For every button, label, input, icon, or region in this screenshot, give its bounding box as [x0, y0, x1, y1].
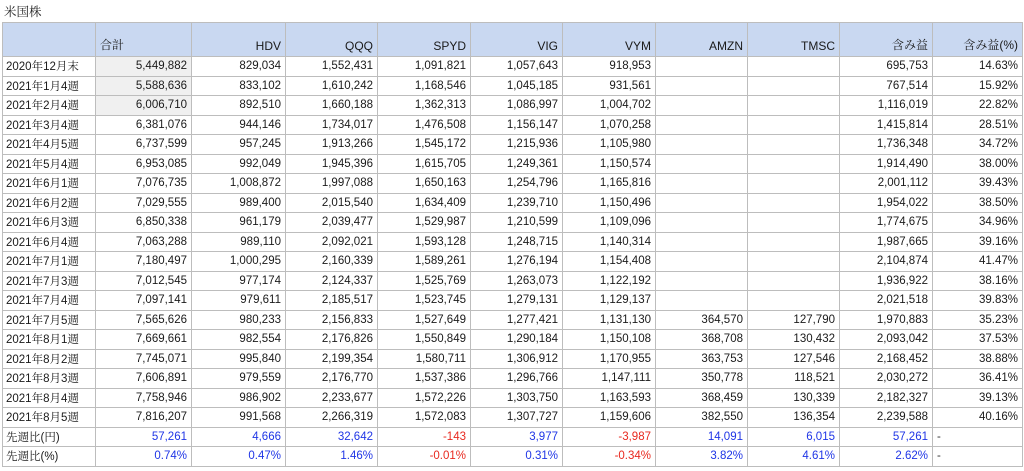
portfolio-table: [2, 22, 1023, 467]
data-cell[interactable]: 1,249,361: [471, 154, 563, 174]
data-cell[interactable]: 36.41%: [933, 369, 1023, 389]
data-cell[interactable]: [656, 291, 748, 311]
data-cell[interactable]: 918,953: [563, 57, 656, 77]
data-cell[interactable]: 5,449,882: [96, 57, 192, 77]
data-cell[interactable]: 1,008,872: [192, 174, 286, 194]
diff-cell[interactable]: 4,666: [192, 427, 286, 447]
data-cell[interactable]: 1,105,980: [563, 135, 656, 155]
data-cell[interactable]: [656, 271, 748, 291]
data-cell[interactable]: 2,039,477: [286, 213, 378, 233]
data-cell[interactable]: 979,611: [192, 291, 286, 311]
table-row: [3, 330, 1023, 350]
row-label-cell[interactable]: 2021年8月4週: [3, 388, 96, 408]
data-cell[interactable]: [656, 115, 748, 135]
data-cell[interactable]: 1,307,727: [471, 408, 563, 428]
data-cell[interactable]: 39.43%: [933, 174, 1023, 194]
row-label-cell[interactable]: 2021年7月1週: [3, 252, 96, 272]
data-cell[interactable]: 1,122,192: [563, 271, 656, 291]
data-cell[interactable]: 1,170,955: [563, 349, 656, 369]
data-cell[interactable]: 1,159,606: [563, 408, 656, 428]
data-cell[interactable]: 1,476,508: [378, 115, 471, 135]
row-label-cell[interactable]: 2021年8月5週: [3, 408, 96, 428]
data-cell[interactable]: 1,523,745: [378, 291, 471, 311]
table-row: [3, 271, 1023, 291]
data-cell[interactable]: 1,529,987: [378, 213, 471, 233]
data-cell[interactable]: 1,303,750: [471, 388, 563, 408]
data-cell[interactable]: 2,239,588: [840, 408, 933, 428]
data-cell[interactable]: 961,179: [192, 213, 286, 233]
diff-cell[interactable]: -143: [378, 427, 471, 447]
data-cell[interactable]: 1,057,643: [471, 57, 563, 77]
data-cell[interactable]: 368,708: [656, 330, 748, 350]
data-cell[interactable]: 2,021,518: [840, 291, 933, 311]
data-cell[interactable]: [748, 76, 840, 96]
table-row: [3, 291, 1023, 311]
data-cell[interactable]: 2,176,826: [286, 330, 378, 350]
data-cell[interactable]: 7,180,497: [96, 252, 192, 272]
data-cell[interactable]: 1,263,073: [471, 271, 563, 291]
row-label-cell[interactable]: 2021年6月4週: [3, 232, 96, 252]
data-cell[interactable]: [748, 193, 840, 213]
data-cell[interactable]: 14.63%: [933, 57, 1023, 77]
data-cell[interactable]: 38.00%: [933, 154, 1023, 174]
data-cell[interactable]: 7,063,288: [96, 232, 192, 252]
data-cell[interactable]: 767,514: [840, 76, 933, 96]
row-label-cell[interactable]: 2021年4月5週: [3, 135, 96, 155]
data-cell[interactable]: 38.88%: [933, 349, 1023, 369]
diff-cell[interactable]: -0.34%: [563, 447, 656, 467]
data-cell[interactable]: 1,147,111: [563, 369, 656, 389]
data-cell[interactable]: 1,650,163: [378, 174, 471, 194]
data-cell[interactable]: [656, 135, 748, 155]
data-cell[interactable]: [656, 213, 748, 233]
row-label-cell[interactable]: 2021年7月5週: [3, 310, 96, 330]
data-cell[interactable]: 944,146: [192, 115, 286, 135]
data-cell[interactable]: 2,160,339: [286, 252, 378, 272]
data-cell[interactable]: 34.72%: [933, 135, 1023, 155]
header-cell-unrealized-gain[interactable]: 含み益: [840, 23, 933, 57]
data-cell[interactable]: 995,840: [192, 349, 286, 369]
data-cell[interactable]: 1,279,131: [471, 291, 563, 311]
data-cell[interactable]: 1,970,883: [840, 310, 933, 330]
data-cell[interactable]: 1,913,266: [286, 135, 378, 155]
data-cell[interactable]: 7,669,661: [96, 330, 192, 350]
header-cell-unrealized-gain-pct[interactable]: 含み益(%): [933, 23, 1023, 57]
data-cell[interactable]: 1,296,766: [471, 369, 563, 389]
data-cell[interactable]: 992,049: [192, 154, 286, 174]
table-row: [3, 96, 1023, 116]
header-cell-vig[interactable]: VIG: [471, 23, 563, 57]
data-cell[interactable]: 7,012,545: [96, 271, 192, 291]
data-cell[interactable]: 7,758,946: [96, 388, 192, 408]
data-cell[interactable]: 1,936,922: [840, 271, 933, 291]
data-cell[interactable]: 7,565,626: [96, 310, 192, 330]
data-cell[interactable]: 1,129,137: [563, 291, 656, 311]
data-cell[interactable]: 1,552,431: [286, 57, 378, 77]
data-cell[interactable]: 127,546: [748, 349, 840, 369]
data-cell[interactable]: 41.47%: [933, 252, 1023, 272]
table-row: [3, 310, 1023, 330]
row-label-cell[interactable]: 2021年6月3週: [3, 213, 96, 233]
data-cell[interactable]: 1,415,814: [840, 115, 933, 135]
data-cell[interactable]: 38.16%: [933, 271, 1023, 291]
header-cell-total[interactable]: 合計: [96, 23, 192, 57]
header-cell-vym[interactable]: VYM: [563, 23, 656, 57]
data-cell[interactable]: 1,156,147: [471, 115, 563, 135]
data-cell[interactable]: 1,914,490: [840, 154, 933, 174]
data-cell[interactable]: 7,816,207: [96, 408, 192, 428]
data-cell[interactable]: 127,790: [748, 310, 840, 330]
data-cell[interactable]: 2,092,021: [286, 232, 378, 252]
diff-cell[interactable]: 1.46%: [286, 447, 378, 467]
data-cell[interactable]: 979,559: [192, 369, 286, 389]
diff-cell[interactable]: -: [933, 427, 1023, 447]
data-cell[interactable]: 1,545,172: [378, 135, 471, 155]
data-cell[interactable]: 1,109,096: [563, 213, 656, 233]
row-label-cell[interactable]: 先週比(円): [3, 427, 96, 447]
table-row: [3, 135, 1023, 155]
data-cell[interactable]: 22.82%: [933, 96, 1023, 116]
diff-cell[interactable]: 32,642: [286, 427, 378, 447]
data-cell[interactable]: 1,589,261: [378, 252, 471, 272]
data-cell[interactable]: 1,734,017: [286, 115, 378, 135]
data-cell[interactable]: 982,554: [192, 330, 286, 350]
table-body: [3, 57, 1023, 428]
header-cell-qqq[interactable]: QQQ: [286, 23, 378, 57]
diff-pct-row: [3, 447, 1023, 467]
data-cell[interactable]: 7,745,071: [96, 349, 192, 369]
data-cell[interactable]: 2,124,337: [286, 271, 378, 291]
data-cell[interactable]: [656, 76, 748, 96]
data-cell[interactable]: 35.23%: [933, 310, 1023, 330]
diff-cell[interactable]: -3,987: [563, 427, 656, 447]
data-cell[interactable]: [656, 252, 748, 272]
data-cell[interactable]: 1,116,019: [840, 96, 933, 116]
row-label-cell[interactable]: 2021年8月3週: [3, 369, 96, 389]
table-row: [3, 57, 1023, 77]
diff-cell[interactable]: -: [933, 447, 1023, 467]
data-cell[interactable]: 350,778: [656, 369, 748, 389]
data-cell[interactable]: 6,737,599: [96, 135, 192, 155]
header-cell-amzn[interactable]: AMZN: [656, 23, 748, 57]
diff-cell[interactable]: 57,261: [96, 427, 192, 447]
data-cell[interactable]: 2,156,833: [286, 310, 378, 330]
data-cell[interactable]: 6,850,338: [96, 213, 192, 233]
data-cell[interactable]: 829,034: [192, 57, 286, 77]
data-cell[interactable]: 931,561: [563, 76, 656, 96]
data-cell[interactable]: 368,459: [656, 388, 748, 408]
data-cell[interactable]: 1,150,574: [563, 154, 656, 174]
data-cell[interactable]: 1,165,816: [563, 174, 656, 194]
data-cell[interactable]: 1,150,496: [563, 193, 656, 213]
row-label-cell[interactable]: 2021年2月4週: [3, 96, 96, 116]
row-label-cell[interactable]: 2021年1月4週: [3, 76, 96, 96]
data-cell[interactable]: [748, 115, 840, 135]
data-cell[interactable]: [656, 232, 748, 252]
table-row: [3, 115, 1023, 135]
table-footer: [3, 427, 1023, 466]
data-cell[interactable]: 2,001,112: [840, 174, 933, 194]
diff-cell[interactable]: 14,091: [656, 427, 748, 447]
data-cell[interactable]: 986,902: [192, 388, 286, 408]
data-cell[interactable]: [748, 252, 840, 272]
data-cell[interactable]: 2,093,042: [840, 330, 933, 350]
data-cell[interactable]: 40.16%: [933, 408, 1023, 428]
data-cell[interactable]: [656, 96, 748, 116]
row-label-cell[interactable]: 2021年8月2週: [3, 349, 96, 369]
data-cell[interactable]: 989,400: [192, 193, 286, 213]
data-cell[interactable]: 6,006,710: [96, 96, 192, 116]
data-cell[interactable]: 1,086,997: [471, 96, 563, 116]
table-row: [3, 154, 1023, 174]
data-cell[interactable]: 1,210,599: [471, 213, 563, 233]
row-label-cell[interactable]: 先週比(%): [3, 447, 96, 467]
data-cell[interactable]: 977,174: [192, 271, 286, 291]
table-row: [3, 76, 1023, 96]
row-label-cell[interactable]: 2021年3月4週: [3, 115, 96, 135]
table-row: [3, 174, 1023, 194]
data-cell[interactable]: 6,953,085: [96, 154, 192, 174]
data-cell[interactable]: 363,753: [656, 349, 748, 369]
data-cell[interactable]: 1,140,314: [563, 232, 656, 252]
data-cell[interactable]: 1,987,665: [840, 232, 933, 252]
table-row: [3, 252, 1023, 272]
data-cell[interactable]: 382,550: [656, 408, 748, 428]
row-label-cell[interactable]: 2020年12月末: [3, 57, 96, 77]
data-cell[interactable]: 1,239,710: [471, 193, 563, 213]
data-cell[interactable]: 1,248,715: [471, 232, 563, 252]
table-row: [3, 388, 1023, 408]
data-cell[interactable]: [656, 57, 748, 77]
data-cell[interactable]: 1,634,409: [378, 193, 471, 213]
data-cell[interactable]: 2,168,452: [840, 349, 933, 369]
data-cell[interactable]: 833,102: [192, 76, 286, 96]
data-cell[interactable]: 1,572,083: [378, 408, 471, 428]
diff-cell[interactable]: 57,261: [840, 427, 933, 447]
diff-cell[interactable]: 3.82%: [656, 447, 748, 467]
data-cell[interactable]: 38.50%: [933, 193, 1023, 213]
row-label-cell[interactable]: 2021年5月4週: [3, 154, 96, 174]
data-cell[interactable]: 39.16%: [933, 232, 1023, 252]
data-cell[interactable]: 1,045,185: [471, 76, 563, 96]
data-cell[interactable]: 2,199,354: [286, 349, 378, 369]
row-label-cell[interactable]: 2021年8月1週: [3, 330, 96, 350]
data-cell[interactable]: [656, 174, 748, 194]
data-cell[interactable]: 7,097,141: [96, 291, 192, 311]
data-cell[interactable]: 1,362,313: [378, 96, 471, 116]
data-cell[interactable]: 1,091,821: [378, 57, 471, 77]
data-cell[interactable]: 991,568: [192, 408, 286, 428]
data-cell[interactable]: 695,753: [840, 57, 933, 77]
table-row: [3, 408, 1023, 428]
data-cell[interactable]: 28.51%: [933, 115, 1023, 135]
data-cell[interactable]: [656, 154, 748, 174]
data-cell[interactable]: [748, 213, 840, 233]
data-cell[interactable]: 1,525,769: [378, 271, 471, 291]
diff-cell[interactable]: 6,015: [748, 427, 840, 447]
diff-cell[interactable]: 0.74%: [96, 447, 192, 467]
data-cell[interactable]: [748, 232, 840, 252]
data-cell[interactable]: 130,339: [748, 388, 840, 408]
data-cell[interactable]: 6,381,076: [96, 115, 192, 135]
diff-yen-row: [3, 427, 1023, 447]
data-cell[interactable]: 15.92%: [933, 76, 1023, 96]
table-row: [3, 349, 1023, 369]
data-cell[interactable]: 1,306,912: [471, 349, 563, 369]
data-cell[interactable]: [748, 96, 840, 116]
data-cell[interactable]: 136,354: [748, 408, 840, 428]
data-cell[interactable]: 989,110: [192, 232, 286, 252]
data-cell[interactable]: 1,131,130: [563, 310, 656, 330]
row-label-cell[interactable]: 2021年7月4週: [3, 291, 96, 311]
row-label-cell[interactable]: 2021年6月2週: [3, 193, 96, 213]
data-cell[interactable]: 1,150,108: [563, 330, 656, 350]
data-cell[interactable]: 1,615,705: [378, 154, 471, 174]
data-cell[interactable]: 1,537,386: [378, 369, 471, 389]
data-cell[interactable]: 1,593,128: [378, 232, 471, 252]
data-cell[interactable]: 892,510: [192, 96, 286, 116]
data-cell[interactable]: 7,606,891: [96, 369, 192, 389]
data-cell[interactable]: 957,245: [192, 135, 286, 155]
data-cell[interactable]: 1,527,649: [378, 310, 471, 330]
data-cell[interactable]: 1,572,226: [378, 388, 471, 408]
data-cell[interactable]: 2,182,327: [840, 388, 933, 408]
table-row: [3, 213, 1023, 233]
data-cell[interactable]: 1,168,546: [378, 76, 471, 96]
data-cell[interactable]: 1,580,711: [378, 349, 471, 369]
data-cell[interactable]: 364,570: [656, 310, 748, 330]
data-cell[interactable]: 1,254,796: [471, 174, 563, 194]
data-cell[interactable]: [748, 174, 840, 194]
data-cell[interactable]: 980,233: [192, 310, 286, 330]
data-cell[interactable]: 34.96%: [933, 213, 1023, 233]
data-cell[interactable]: 1,070,258: [563, 115, 656, 135]
data-cell[interactable]: 1,660,188: [286, 96, 378, 116]
data-cell[interactable]: [748, 271, 840, 291]
data-cell[interactable]: 7,076,735: [96, 174, 192, 194]
data-cell[interactable]: [748, 135, 840, 155]
data-cell[interactable]: 39.83%: [933, 291, 1023, 311]
header-cell-spyd[interactable]: SPYD: [378, 23, 471, 57]
data-cell[interactable]: 39.13%: [933, 388, 1023, 408]
diff-cell[interactable]: 4.61%: [748, 447, 840, 467]
diff-cell[interactable]: -0.01%: [378, 447, 471, 467]
data-cell[interactable]: 130,432: [748, 330, 840, 350]
row-label-cell[interactable]: 2021年7月3週: [3, 271, 96, 291]
data-cell[interactable]: 2,030,272: [840, 369, 933, 389]
data-cell[interactable]: 37.53%: [933, 330, 1023, 350]
table-row: [3, 193, 1023, 213]
diff-cell[interactable]: 3,977: [471, 427, 563, 447]
data-cell[interactable]: 1,163,593: [563, 388, 656, 408]
data-cell[interactable]: 1,000,295: [192, 252, 286, 272]
data-cell[interactable]: 1,954,022: [840, 193, 933, 213]
diff-cell[interactable]: 0.31%: [471, 447, 563, 467]
row-label-cell[interactable]: 2021年6月1週: [3, 174, 96, 194]
data-cell[interactable]: 1,004,702: [563, 96, 656, 116]
data-cell[interactable]: 1,215,936: [471, 135, 563, 155]
data-cell[interactable]: 2,266,319: [286, 408, 378, 428]
data-cell[interactable]: 1,945,396: [286, 154, 378, 174]
data-cell[interactable]: 1,774,675: [840, 213, 933, 233]
data-cell[interactable]: 2,176,770: [286, 369, 378, 389]
data-cell[interactable]: 1,154,408: [563, 252, 656, 272]
data-cell[interactable]: 1,276,194: [471, 252, 563, 272]
data-cell[interactable]: [656, 193, 748, 213]
sheet-title: 米国株: [4, 5, 42, 19]
table-row: [3, 232, 1023, 252]
diff-cell[interactable]: 2.62%: [840, 447, 933, 467]
data-cell[interactable]: 118,521: [748, 369, 840, 389]
data-cell[interactable]: 2,233,677: [286, 388, 378, 408]
data-cell[interactable]: [748, 57, 840, 77]
data-cell[interactable]: 2,015,540: [286, 193, 378, 213]
header-cell-tmsc[interactable]: TMSC: [748, 23, 840, 57]
header-cell-corner[interactable]: [3, 23, 96, 57]
data-cell[interactable]: 1,736,348: [840, 135, 933, 155]
data-cell[interactable]: 5,588,636: [96, 76, 192, 96]
data-cell[interactable]: 1,290,184: [471, 330, 563, 350]
data-cell[interactable]: 2,185,517: [286, 291, 378, 311]
data-cell[interactable]: 1,277,421: [471, 310, 563, 330]
data-cell[interactable]: 2,104,874: [840, 252, 933, 272]
data-cell[interactable]: 1,610,242: [286, 76, 378, 96]
header-row: [3, 23, 1023, 57]
data-cell[interactable]: [748, 154, 840, 174]
header-cell-hdv[interactable]: HDV: [192, 23, 286, 57]
table-row: [3, 369, 1023, 389]
data-cell[interactable]: 1,550,849: [378, 330, 471, 350]
data-cell[interactable]: [748, 291, 840, 311]
data-cell[interactable]: 7,029,555: [96, 193, 192, 213]
diff-cell[interactable]: 0.47%: [192, 447, 286, 467]
data-cell[interactable]: 1,997,088: [286, 174, 378, 194]
